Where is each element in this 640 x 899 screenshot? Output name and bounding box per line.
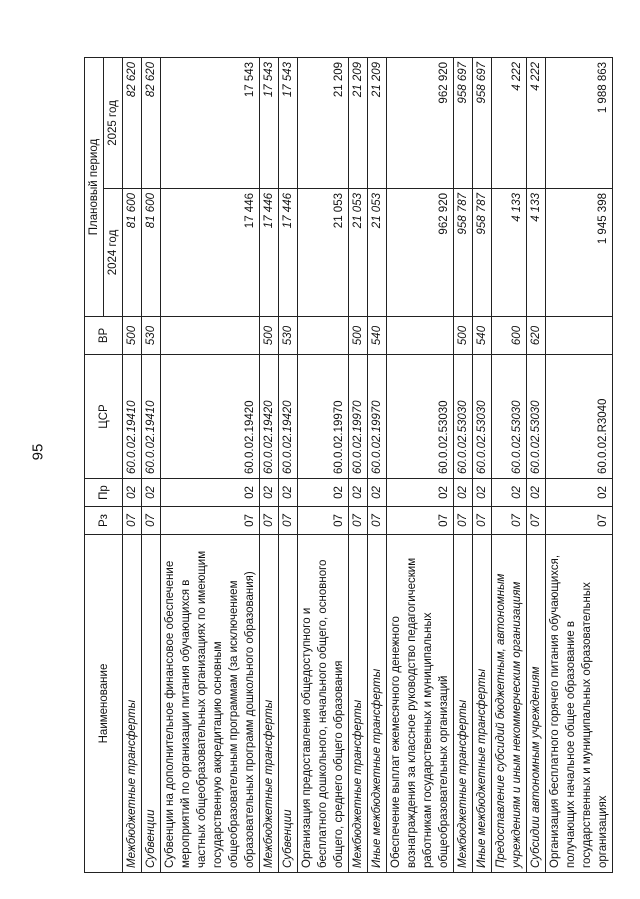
cell-name: Организация бесплатного горячего питания обучающихся, получающих начальное общее образование в государственных и муниципальных образовательных организациях <box>546 535 613 873</box>
cell-rz: 07 <box>161 507 260 535</box>
cell-2025: 82 620 <box>142 57 161 188</box>
cell-2025: 1 988 863 <box>546 57 613 188</box>
cell-name: Субвенции <box>142 535 161 873</box>
cell-pr: 02 <box>473 479 492 507</box>
cell-rz: 07 <box>123 507 142 535</box>
cell-2025: 17 543 <box>260 57 279 188</box>
cell-csr: 60.0.02.19970 <box>368 355 387 479</box>
cell-pr: 02 <box>349 479 368 507</box>
cell-rz: 07 <box>473 507 492 535</box>
cell-name: Межбюджетные трансферты <box>349 535 368 873</box>
cell-pr: 02 <box>298 479 349 507</box>
cell-pr: 02 <box>161 479 260 507</box>
cell-name: Организация предоставления общедоступного и бесплатного дошкольного, начального общего, основного общего, среднего общего образования <box>298 535 349 873</box>
header-planned-period: Плановый период <box>85 57 104 316</box>
cell-name: Иные межбюджетные трансферты <box>473 535 492 873</box>
cell-name: Субвенции <box>279 535 298 873</box>
cell-csr: 60.0.02.53030 <box>473 355 492 479</box>
cell-2024: 4 133 <box>527 189 546 317</box>
cell-pr: 02 <box>527 479 546 507</box>
cell-2025: 4 222 <box>492 57 527 188</box>
cell-vr: 500 <box>454 317 473 355</box>
cell-2024: 1 945 398 <box>546 189 613 317</box>
table-row <box>260 57 279 872</box>
cell-csr: 60.0.02.19420 <box>260 355 279 479</box>
cell-rz: 07 <box>142 507 161 535</box>
table-body <box>123 57 613 872</box>
cell-2024: 81 600 <box>123 189 142 317</box>
cell-rz: 07 <box>387 507 454 535</box>
cell-csr: 60.0.02.19420 <box>161 355 260 479</box>
cell-2024: 17 446 <box>260 189 279 317</box>
cell-name: Субвенции на дополнительное финансовое обеспечение мероприятий по организации питания обучающихся в частных общеобразовательных организациях по имеющим государственную аккредитацию основным общеобразовательным программам (за исключением образовательных программ дошкольного образования) <box>161 535 260 873</box>
cell-2024: 21 053 <box>349 189 368 317</box>
cell-2025: 958 697 <box>473 57 492 188</box>
page-number: 95 <box>29 443 47 461</box>
cell-csr: 60.0.02.53030 <box>387 355 454 479</box>
cell-pr: 02 <box>279 479 298 507</box>
cell-vr <box>546 317 613 355</box>
cell-rz: 07 <box>368 507 387 535</box>
table-row <box>349 57 368 872</box>
header-vr: ВР <box>85 317 123 355</box>
cell-2024: 17 446 <box>279 189 298 317</box>
cell-pr: 02 <box>260 479 279 507</box>
header-year-2024: 2024 год <box>104 189 123 317</box>
cell-vr: 620 <box>527 317 546 355</box>
cell-2024: 4 133 <box>492 189 527 317</box>
cell-2025: 21 209 <box>298 57 349 188</box>
cell-2024: 958 787 <box>454 189 473 317</box>
cell-rz: 07 <box>546 507 613 535</box>
header-row <box>85 57 104 872</box>
header-rz: Рз <box>85 507 123 535</box>
cell-vr: 540 <box>473 317 492 355</box>
cell-2025: 962 920 <box>387 57 454 188</box>
cell-name: Обеспечение выплат ежемесячного денежного вознаграждения за классное руководство педагогическим работникам государственных и муниципальных общеобразовательных организаций <box>387 535 454 873</box>
budget-table <box>84 57 613 873</box>
cell-vr <box>161 317 260 355</box>
cell-vr: 600 <box>492 317 527 355</box>
cell-csr: 60.0.02.53030 <box>454 355 473 479</box>
table-row <box>368 57 387 872</box>
cell-2025: 21 209 <box>368 57 387 188</box>
cell-2025: 21 209 <box>349 57 368 188</box>
cell-pr: 02 <box>368 479 387 507</box>
table-row <box>387 57 454 872</box>
cell-vr: 500 <box>349 317 368 355</box>
cell-rz: 07 <box>492 507 527 535</box>
header-year-2025: 2025 год <box>104 57 123 188</box>
rotated-table-container <box>84 58 616 873</box>
cell-csr: 60.0.02.19970 <box>349 355 368 479</box>
cell-name: Межбюджетные трансферты <box>454 535 473 873</box>
table-row <box>279 57 298 872</box>
cell-name: Межбюджетные трансферты <box>123 535 142 873</box>
header-name: Наименование <box>85 535 123 873</box>
cell-2025: 17 543 <box>161 57 260 188</box>
cell-rz: 07 <box>527 507 546 535</box>
cell-pr: 02 <box>492 479 527 507</box>
cell-2025: 82 620 <box>123 57 142 188</box>
cell-rz: 07 <box>279 507 298 535</box>
cell-2025: 17 543 <box>279 57 298 188</box>
table-row <box>492 57 527 872</box>
cell-rz: 07 <box>260 507 279 535</box>
cell-csr: 60.0.02.19410 <box>142 355 161 479</box>
cell-csr: 60.0.02.53030 <box>492 355 527 479</box>
header-pr: Пр <box>85 479 123 507</box>
table-row <box>546 57 613 872</box>
cell-vr: 530 <box>279 317 298 355</box>
cell-pr: 02 <box>454 479 473 507</box>
table-row <box>161 57 260 872</box>
cell-name: Межбюджетные трансферты <box>260 535 279 873</box>
cell-vr <box>387 317 454 355</box>
cell-rz: 07 <box>454 507 473 535</box>
cell-name: Иные межбюджетные трансферты <box>368 535 387 873</box>
cell-2024: 17 446 <box>161 189 260 317</box>
cell-name: Предоставление субсидий бюджетным, автономным учреждениям и иным некоммерческим организациям <box>492 535 527 873</box>
table-row <box>123 57 142 872</box>
cell-2024: 21 053 <box>298 189 349 317</box>
cell-2025: 958 697 <box>454 57 473 188</box>
cell-vr: 500 <box>260 317 279 355</box>
cell-pr: 02 <box>387 479 454 507</box>
table-row <box>142 57 161 872</box>
cell-2024: 81 600 <box>142 189 161 317</box>
cell-pr: 02 <box>546 479 613 507</box>
cell-csr: 60.0.02.19420 <box>279 355 298 479</box>
table-row <box>454 57 473 872</box>
cell-vr: 540 <box>368 317 387 355</box>
table-row <box>298 57 349 872</box>
cell-name: Субсидии автономным учреждениям <box>527 535 546 873</box>
cell-2024: 962 920 <box>387 189 454 317</box>
cell-vr: 500 <box>123 317 142 355</box>
cell-2024: 958 787 <box>473 189 492 317</box>
cell-pr: 02 <box>123 479 142 507</box>
cell-csr: 60.0.02.R3040 <box>546 355 613 479</box>
cell-vr: 530 <box>142 317 161 355</box>
cell-rz: 07 <box>298 507 349 535</box>
cell-pr: 02 <box>142 479 161 507</box>
cell-2025: 4 222 <box>527 57 546 188</box>
cell-csr: 60.0.02.19970 <box>298 355 349 479</box>
table-row <box>527 57 546 872</box>
table-row <box>473 57 492 872</box>
cell-rz: 07 <box>349 507 368 535</box>
cell-vr <box>298 317 349 355</box>
header-csr: ЦСР <box>85 355 123 479</box>
cell-csr: 60.0.02.53030 <box>527 355 546 479</box>
cell-2024: 21 053 <box>368 189 387 317</box>
cell-csr: 60.0.02.19410 <box>123 355 142 479</box>
